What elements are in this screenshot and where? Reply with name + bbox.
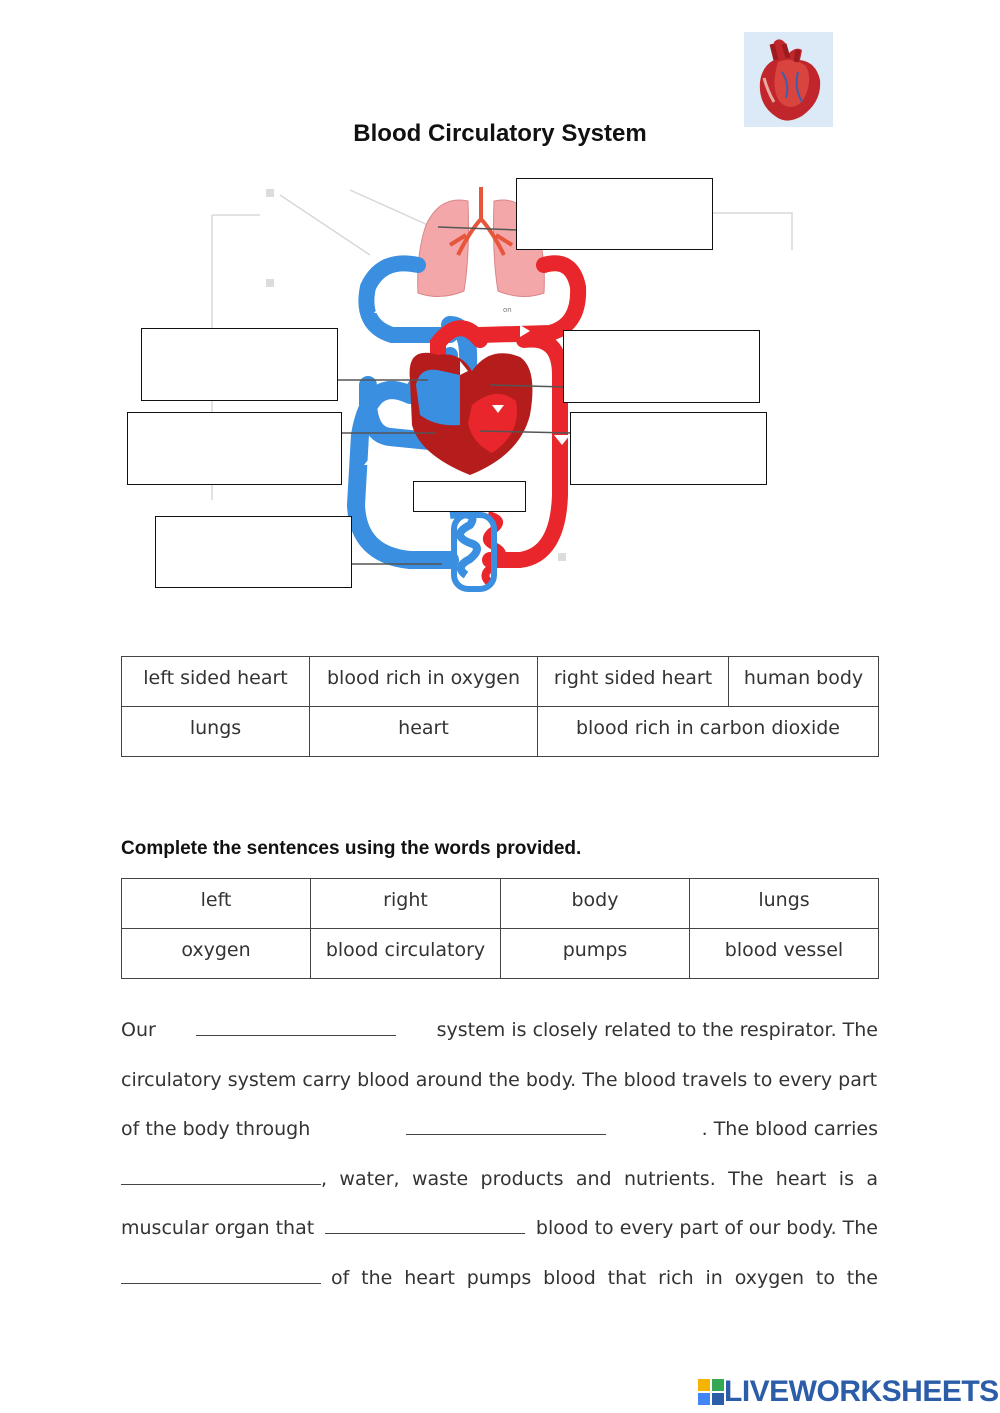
heart-thumbnail-image — [744, 32, 833, 127]
word-cell: right — [311, 879, 501, 929]
passage-line — [121, 1105, 878, 1155]
word-cell: blood vessel — [690, 929, 879, 979]
answer-blank[interactable] — [406, 1133, 606, 1135]
word-cell: blood rich in carbon dioxide — [538, 707, 879, 757]
word-cell: lungs — [690, 879, 879, 929]
passage-text: circulatory system carry blood around the body. The blood travels to every part — [121, 1068, 878, 1091]
passage-text: . The blood carries — [701, 1118, 878, 1141]
passage-line — [121, 1155, 878, 1205]
passage-line — [121, 1056, 878, 1106]
label-box-left-upper[interactable] — [141, 328, 338, 401]
page-title: Blood Circulatory System — [353, 120, 647, 147]
answer-blank[interactable] — [196, 1034, 396, 1036]
circulatory-diagram — [120, 175, 880, 615]
table-row — [122, 879, 879, 929]
table-row — [122, 929, 879, 979]
answer-blank[interactable] — [325, 1232, 525, 1234]
word-cell: pumps — [501, 929, 690, 979]
answer-blank[interactable] — [121, 1183, 321, 1185]
word-bank-table-2 — [121, 878, 879, 979]
word-cell: oxygen — [122, 929, 311, 979]
word-bank-table-1 — [121, 656, 879, 757]
word-cell: heart — [310, 707, 538, 757]
passage-text: , water, waste products and nutrients. The heart is a — [321, 1167, 878, 1190]
table-row — [122, 657, 879, 707]
label-box-right-middle[interactable] — [570, 412, 767, 485]
word-cell: body — [501, 879, 690, 929]
passage-line — [121, 1204, 878, 1254]
label-box-lungs-area[interactable] — [516, 178, 713, 250]
word-cell: right sided heart — [538, 657, 729, 707]
passage-line — [121, 1254, 878, 1304]
passage-text: of the heart pumps blood that rich in oxygen to the — [331, 1266, 878, 1289]
word-cell: lungs — [122, 707, 310, 757]
word-cell: left sided heart — [122, 657, 310, 707]
liveworksheets-brand — [698, 1377, 999, 1407]
word-cell: human body — [729, 657, 879, 707]
label-box-heart-small[interactable] — [413, 481, 526, 512]
instruction-text: Complete the sentences using the words provided. — [121, 838, 582, 859]
passage-text: blood to every part of our body. The — [535, 1217, 878, 1240]
passage-text: system is closely related to the respirator. The — [436, 1019, 878, 1041]
passage-text: Our — [121, 1019, 156, 1041]
brand-name: LIVEWORKSHEETS — [724, 1375, 999, 1408]
passage-text: of the body through — [121, 1118, 311, 1141]
passage-text: muscular organ that — [121, 1217, 315, 1240]
word-cell: left — [122, 879, 311, 929]
label-box-left-middle[interactable] — [127, 412, 342, 485]
liveworksheets-logo-icon — [698, 1379, 724, 1405]
table-row — [122, 707, 879, 757]
label-box-right-upper[interactable] — [563, 330, 760, 403]
svg-text:on: on — [503, 306, 512, 314]
answer-blank[interactable] — [121, 1282, 321, 1284]
word-cell: blood circulatory — [311, 929, 501, 979]
fill-in-passage — [121, 1006, 878, 1304]
label-box-left-lower[interactable] — [155, 516, 352, 588]
word-cell: blood rich in oxygen — [310, 657, 538, 707]
passage-line — [121, 1006, 878, 1056]
